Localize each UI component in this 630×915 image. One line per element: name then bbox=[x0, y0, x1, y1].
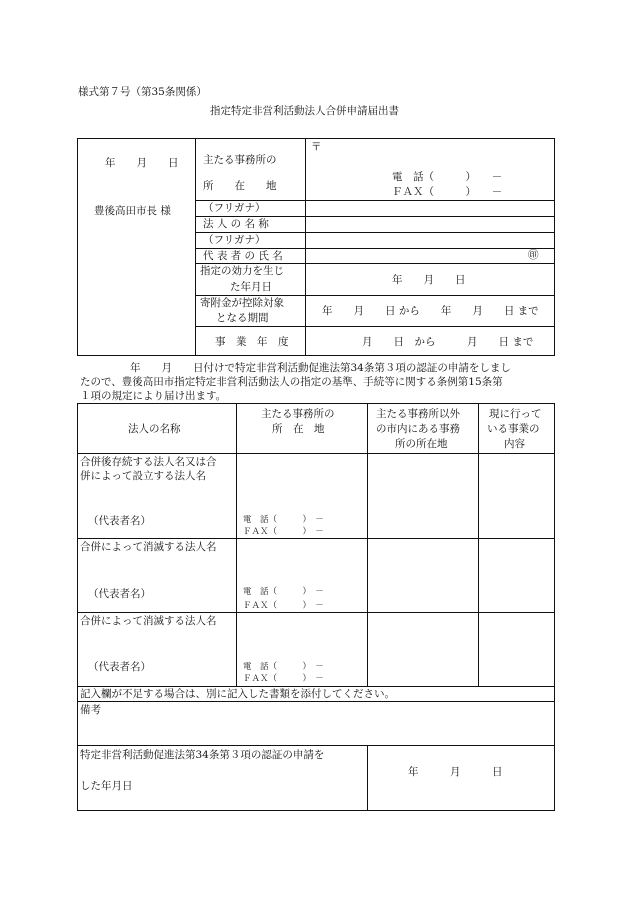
row-title-line1: 合併後存続する法人名又は合 bbox=[80, 456, 217, 468]
application-date-label-line1: 特定非営利活動促進法第34条第３項の認証の申請を bbox=[80, 749, 325, 761]
row-fax-field[interactable]: ＦＡＸ（ ） － bbox=[243, 601, 324, 611]
furigana-label: （フリガナ） bbox=[203, 202, 266, 214]
col-header-other-line1: 主たる事務所以外 bbox=[376, 408, 460, 420]
effect-date-label-line2: た年月日 bbox=[230, 281, 272, 293]
body-text-line2: たので、豊後高田市指定特定非営利活動法人の指定の基準、手続等に関する条例第15条第 bbox=[80, 376, 503, 388]
top-table-divider bbox=[305, 138, 306, 356]
row-phone-field[interactable]: 電 話（ ） － bbox=[243, 515, 324, 525]
form-number: 様式第７号（第35条関係） bbox=[78, 86, 207, 98]
col-header-office-line2: 所 在 地 bbox=[272, 423, 325, 435]
furigana-label: （フリガナ） bbox=[203, 234, 266, 246]
donation-label-line1: 寄附金が控除対象 bbox=[200, 297, 284, 309]
document-title: 指定特定非営利活動法人合併申請届出書 bbox=[210, 105, 399, 117]
rep-name-label: （代表者名） bbox=[88, 661, 151, 673]
col-header-business-line3: 内容 bbox=[504, 438, 525, 450]
col-header-name: 法人の名称 bbox=[128, 423, 181, 435]
row-title-line1: 合併によって消滅する法人名 bbox=[80, 541, 217, 553]
office-phone-field[interactable]: 電 話（ ） － bbox=[392, 171, 503, 183]
row-phone-field[interactable]: 電 話（ ） － bbox=[243, 662, 324, 672]
col-header-business-line2: いる事業の bbox=[487, 423, 540, 435]
row-phone-field[interactable]: 電 話（ ） － bbox=[243, 587, 324, 597]
donation-period-value[interactable]: 年 月 日 から 年 月 日 まで bbox=[322, 305, 539, 317]
effect-date-label-line1: 指定の効力を生じ bbox=[200, 265, 284, 277]
col-header-office-line1: 主たる事務所の bbox=[261, 408, 335, 420]
addressee: 豊後高田市長 様 bbox=[94, 205, 171, 217]
application-date-label-line2: した年月日 bbox=[80, 780, 133, 792]
corp-name-label: 法 人 の 名 称 bbox=[203, 218, 269, 230]
fiscal-year-value[interactable]: 月 日 から 月 日 まで bbox=[362, 336, 534, 348]
row-fax-field[interactable]: ＦＡＸ（ ） － bbox=[243, 674, 324, 684]
submission-date[interactable]: 年 月 日 bbox=[105, 157, 179, 169]
donation-label-line2: となる期間 bbox=[216, 312, 269, 324]
office-fax-field[interactable]: ＦＡＸ（ ） － bbox=[392, 186, 503, 198]
remarks-label: 備考 bbox=[80, 704, 101, 716]
postal-mark: 〒 bbox=[311, 141, 322, 153]
rep-name-label: （代表者名） bbox=[88, 515, 151, 527]
body-text-line3: １項の規定により届け出ます。 bbox=[80, 390, 227, 402]
fiscal-year-label: 事 業 年 度 bbox=[215, 336, 289, 348]
insufficient-space-note: 記入欄が不足する場合は、別に記入した書類を添付してください。 bbox=[80, 688, 395, 700]
top-table-divider bbox=[195, 138, 196, 356]
office-label-line1: 主たる事務所の bbox=[203, 154, 277, 166]
body-text-line1: 年 月 日付けで特定非営利活動促進法第34条第３項の認証の申請をしまし bbox=[130, 362, 511, 374]
col-header-other-line3: 所の所在地 bbox=[395, 438, 448, 450]
col-header-other-line2: の市内にある事務 bbox=[376, 423, 460, 435]
row-title-line2: 併によって設立する法人名 bbox=[80, 470, 206, 482]
application-date-value[interactable]: 年 月 日 bbox=[408, 766, 503, 778]
col-header-business-line1: 現に行って bbox=[489, 408, 542, 420]
row-fax-field[interactable]: ＦＡＸ（ ） － bbox=[243, 527, 324, 537]
seal-icon: ㊞ bbox=[528, 249, 539, 261]
rep-name-label: 代 表 者 の 氏 名 bbox=[203, 250, 283, 262]
effect-date-value[interactable]: 年 月 日 bbox=[392, 274, 466, 286]
rep-name-label: （代表者名） bbox=[88, 588, 151, 600]
office-label-line2: 所 在 地 bbox=[203, 180, 277, 192]
row-title-line1: 合併によって消滅する法人名 bbox=[80, 615, 217, 627]
